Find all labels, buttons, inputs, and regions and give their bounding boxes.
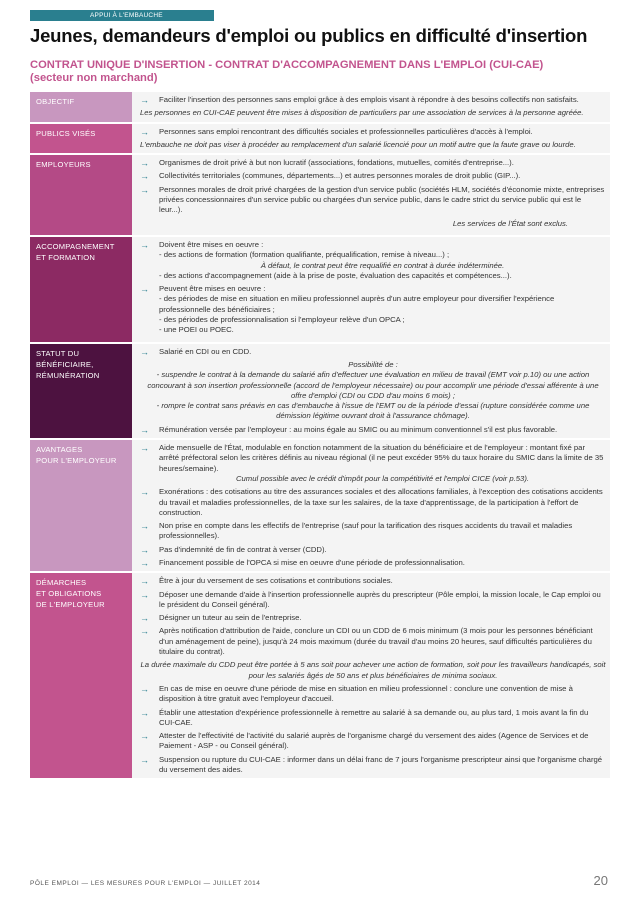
arrow-right-icon: → [140,239,149,250]
italic-note-title: Possibilité de : [348,359,398,369]
arrow-right-icon: → [140,576,149,587]
bullet-item: → Exonérations : des cotisations au titre des assurances sociales et des allocations familiales, à l'exception des cotisations accidents du travail et maladies professionnelles, de la taxe sur les salaires, de la taxe d'apprentissage, de la participation à l'effort de construction. [140,487,603,517]
italic-note: Cumul possible avec le crédit d'impôt pour la compétitivité et l'emploi CICE (voir p.53). [235,473,530,483]
sub-item: - des périodes de mise en situation en milieu professionnel auprès d'un autre employeur pour diversifier l'expérience professionnelle des bénéficiaires ; [159,294,555,314]
arrow-right-icon: → [140,95,149,105]
bullet-item: → Personnes morales de droit privé chargées de la gestion d'un service public (sociétés HLM, sociétés d'économie mixte, entreprises privées concessionnaires d'un service public ou chargées d'un service public, dans le cadre strict du service public qui est le leur...). [140,184,605,215]
row-publics [30,124,610,156]
label-line: DE L'EMPLOYEUR [36,600,105,610]
row-avantages [30,440,610,573]
label-line: AVANTAGES [36,445,83,455]
arrow-right-icon: → [140,126,149,137]
arrow-right-icon: → [140,284,149,295]
row-accompagnement [30,237,610,344]
bullet-item: → Désigner un tuteur au sein de l'entreprise. [140,613,302,624]
label-line: BÉNÉFICIAIRE, [36,359,94,369]
bullet-item: → Non prise en compte dans les effectifs de l'entreprise (sauf pour la tarification des risques accidents du travail et maladies professionnelles). [140,521,573,541]
sub-item: - des actions de formation (formation qualifiante, préqualification, remise à niveau...) ; [159,250,450,260]
arrow-right-icon: → [140,521,149,532]
bullet-item: → Collectivités territoriales (communes, départements...) et autres personnes morales de droit public (GIP...). [140,171,521,182]
label-line: POUR L'EMPLOYEUR [36,456,117,466]
row-content-demarches [132,573,610,778]
arrow-right-icon: → [140,754,149,765]
arrow-right-icon: → [140,158,149,169]
arrow-right-icon: → [140,171,149,182]
bullet-item: → Pas d'indemnité de fin de contrat à verser (CDD). [140,544,327,555]
bullet-item: → Rémunération versée par l'employeur : au moins égale au SMIC ou au minimum conventionnel s'il est plus favorable. [140,424,558,435]
arrow-right-icon: → [140,683,149,694]
bullet-item: → Attester de l'effectivité de l'activité du salarié auprès de l'organisme chargé du versement des aides (Agence de Services et de Paiement - ASP - ou Conseil général). [140,731,589,751]
bullet-item: → Après notification d'attribution de l'aide, conclure un CDI ou un CDD de 6 mois minimum (3 mois pour les personnes bénéficiant d'un aménagement de peine), jusqu'à 24 mois maximum (durée du travail d'au moins 20 heures, sauf difficultés particulières du titulaire du contrat). [140,626,593,657]
arrow-right-icon: → [140,557,149,568]
label-line: DÉMARCHES [36,578,87,588]
sub-item: - des périodes de professionnalisation si l'employeur relève d'un OPCA ; [159,315,405,325]
arrow-right-icon: → [140,613,149,624]
arrow-right-icon: → [140,443,149,454]
row-label-demarches [30,573,132,778]
row-label-objectif: OBJECTIF [30,92,132,122]
row-content-employeurs [132,155,610,235]
label-line: STATUT DU [36,348,80,358]
row-label-publics: PUBLICS VISÉS [30,124,132,154]
bullet-item: → Doivent être mises en oeuvre : - des actions de formation (formation qualifiante, préqualification, remise à niveau...) ; À défaut, le contrat peut être requalifié en contrat à durée indéterminée. - des actions d'accompagnement (aide à la prise de poste, évaluation des capacités et compétences...). [140,240,606,281]
subtitle-line-1: CONTRAT UNIQUE D'INSERTION - CONTRAT D'ACCOMPAGNEMENT DANS L'EMPLOI (CUI-CAE) [30,59,544,71]
sub-item: - une POEI ou POEC. [159,325,234,335]
bullet-item: → Déposer une demande d'aide à l'insertion professionnelle auprès du prescripteur (Pôle emploi, la mission locale, le Cap emploi ou le président du Conseil général). [140,589,601,609]
italic-note: Les personnes en CUI-CAE peuvent être mises à disposition de particuliers par une association de services à la personne agréée. [140,108,584,118]
sub-item: - des actions d'accompagnement (aide à la prise de poste, évaluation des capacités et compétences...). [159,270,512,280]
label-line: ET FORMATION [36,252,96,262]
row-content-publics [132,124,610,154]
bullet-item: → Financement possible de l'OPCA si mise en oeuvre d'une période de professionnalisation. [140,557,465,568]
italic-note: L'embauche ne doit pas viser à procéder au remplacement d'un salarié licencié pour un motif autre que la faute grave ou lourde. [140,139,576,149]
italic-note: Les services de l'État sont exclus. [452,218,568,228]
row-label-employeurs: EMPLOYEURS [30,155,132,235]
row-content-accompagnement [132,237,610,342]
row-label-accompagnement [30,237,132,342]
arrow-right-icon: → [140,589,149,600]
row-objectif [30,92,610,124]
bullet-item: → Suspension ou rupture du CUI-CAE : informer dans un délai franc de 7 jours l'organisme prescripteur ainsi que l'organisme chargé du versement des aides. [140,754,603,775]
arrow-right-icon: → [140,424,149,435]
arrow-right-icon: → [140,487,149,498]
section-tag: APPUI À L'EMBAUCHE [30,10,214,21]
footer-text: PÔLE EMPLOI — LES MESURES POUR L'EMPLOI — JUILLET 2014 [30,880,261,887]
bullet-item: → Salarié en CDI ou en CDD. [140,346,252,357]
bullet-item: → Être à jour du versement de ses cotisations et contributions sociales. [140,576,393,587]
row-demarches [30,573,610,780]
page-number: 20 [593,873,608,888]
arrow-right-icon: → [140,731,149,742]
bullet-item: → Établir une attestation d'expérience professionnelle à remettre au salarié à sa demande ou, au plus tard, 1 mois avant la fin du CUI-CAE. [140,707,589,727]
arrow-right-icon: → [140,626,149,637]
subtitle-line-2: (secteur non marchand) [30,72,158,84]
arrow-right-icon: → [140,346,149,357]
italic-note: La durée maximale du CDD peut être portée à 5 ans soit pour achever une action de formation, soit pour les travailleurs handicapés, soit pour les salariés âgés de 50 ans et plus bénéficiaires de minima sociaux. [140,660,606,680]
row-statut [30,344,610,440]
page-subtitle [30,59,620,85]
info-table [30,92,610,780]
label-line: ET OBLIGATIONS [36,589,102,599]
arrow-right-icon: → [140,707,149,718]
italic-note: - suspendre le contrat à la demande du salarié afin d'effectuer une évaluation en milieu de travail (EMT voir p.10) ou une action concourant à son insertion professionnelle (accord de l'employeur nécessaire) ou pour accomplir une période d'essai afférente à une offre d'emploi (CDI ou CDD d'au moins 6 mois) ; [147,370,599,400]
bullet-item: → Organismes de droit privé à but non lucratif (associations, fondations, mutuelles, comités d'entreprise...). [140,158,514,169]
row-content-statut [132,344,610,438]
row-employeurs [30,155,610,237]
italic-note: - rompre le contrat sans préavis en cas d'embauche à l'issue de l'EMT ou de la période d'essai (rupture considérée comme une démission légitime ouvrant droit à l'assurance chômage). [156,401,590,421]
row-content-avantages [132,440,610,571]
bullet-item: → En cas de mise en oeuvre d'une période de mise en situation en milieu professionnel : conclure une convention de mise à disposition à titre gratuit avec l'employeur d'accueil. [140,683,573,704]
row-content-objectif [132,92,610,122]
arrow-right-icon: → [140,184,149,195]
italic-note-block [140,360,606,422]
bullet-item: → Aide mensuelle de l'État, modulable en fonction notamment de la situation du bénéficiaire et de l'employeur : montant fixé par arrêté préfectoral selon les critères définis au niveau régional (il ne peut excéder 95% du taux horaire du SMIC dans la limite de 35 heures/semaine). Cumul possible avec le crédit d'impôt pour la compétitivité et l'emploi CICE (voir p.53). [140,443,606,484]
italic-note: À défaut, le contrat peut être requalifié en contrat à durée indéterminée. [260,260,505,270]
arrow-right-icon: → [140,544,149,555]
bullet-item: → Peuvent être mises en oeuvre : - des périodes de mise en situation en milieu professionnel auprès d'un autre employeur pour diversifier l'expérience professionnelle des bénéficiaires ; - des périodes de professionnalisation si l'employeur relève d'un OPCA ; - une POEI ou POEC. [140,284,606,335]
label-line: RÉMUNÉRATION [36,370,100,380]
page-title: Jeunes, demandeurs d'emploi ou publics en difficulté d'insertion [30,25,588,46]
bullet-item: → Personnes sans emploi rencontrant des difficultés sociales et professionnelles particulières d'accès à l'emploi. [140,126,533,137]
row-label-statut [30,344,132,438]
row-label-avantages [30,440,132,571]
label-line: ACCOMPAGNEMENT [36,241,115,251]
bullet-item: → Faciliter l'insertion des personnes sans emploi grâce à des emplois visant à répondre à des besoins collectifs non satisfaits. [140,95,579,105]
